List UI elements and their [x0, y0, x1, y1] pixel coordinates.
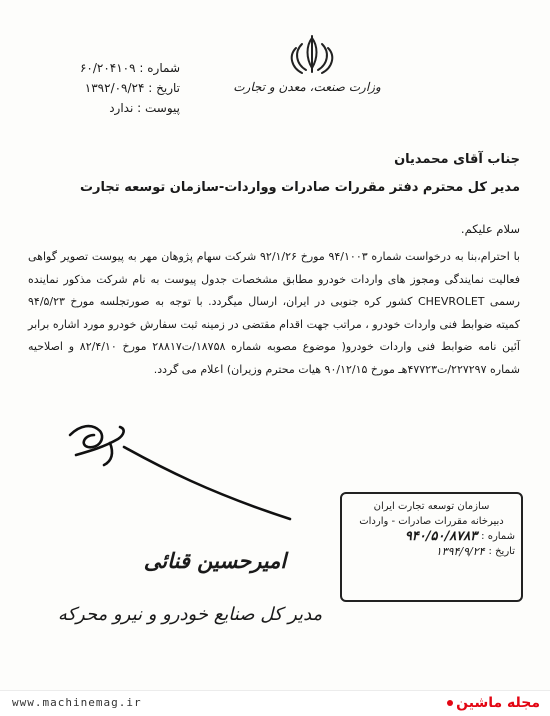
letter-number-value: ۶۰/۲۰۴۱۰۹ [79, 61, 136, 75]
stamp-org: سازمان توسعه تجارت ایران [373, 501, 490, 512]
stamp-office: دبیرخانه مقررات صادرات - واردات [359, 516, 504, 527]
letter-body: با احترام،بنا به درخواست شماره ۹۴/۱۰۰۳ مورخ ۹۲/۱/۲۶ شرکت سهام پژوهان مهر به پیوست تصویر گواهی فعالیت نمایندگی ومجوز های واردات خودرو مطابق مشخصات جدول پیوست به نام شرکت مذکور نماینده رسمی CHEVROLET کشور کره جنوبی در ایران، ارسال میگردد. با توجه به صورتجلسه مورخ ۹۴/۵/۲۳ کمیته ضوابط فنی واردات خودرو ، مراتب جهت اقدام مقتضی در زمینه ثبت سفارش خودرو مورد اشاره برابر آئین نامه ضوابط فنی واردات خودرو( موضوع مصوبه شماره ۱۸۷۵۸/ت۲۸۸۱۷ مورخ ۸۲/۴/۱۰ و اصلاحیه شماره ۲۲۷۲۹۷/ت۴۷۷۲۳هـ مورخ ۹۰/۱۲/۱۵ هیات محترم وزیران) اعلام می گردد. [28, 250, 520, 376]
logo-text: مجله ماشین [456, 695, 540, 711]
letter-attachment [30, 98, 180, 118]
greeting: سلام علیکم. [460, 222, 520, 236]
signatory-name: امیرحسین قنائی [143, 548, 287, 573]
recipient-name: جناب آقای محمدیان [394, 152, 520, 167]
magazine-logo[interactable] [447, 693, 540, 713]
stamp-number-label: شماره : [481, 531, 515, 542]
received-stamp [340, 492, 523, 602]
stamp-date-value: ۱۳۹۴/۹/۲۴ [435, 545, 485, 558]
signatory-title: مدیر کل صنایع خودرو و نیرو محرکه [57, 604, 323, 625]
letter-number-label: شماره : [139, 61, 180, 75]
website-link[interactable]: www.machinemag.ir [12, 696, 142, 709]
recipient-block [30, 146, 520, 202]
ministry-name: وزارت صنعت، معدن و تجارت [233, 80, 381, 94]
logo-dot-icon [447, 700, 453, 706]
letter-attachment-label: پیوست : [137, 101, 180, 115]
stamp-number-value: ۹۴۰/۵۰/۸۷۸۳ [404, 529, 478, 544]
letter-date-label: تاریخ : [148, 81, 180, 95]
letter-number [30, 58, 180, 78]
watermark-footer [0, 690, 550, 716]
recipient-title: مدیر کل محترم دفتر مقررات صادرات وواردات-سازمان توسعه تجارت [79, 180, 520, 195]
stamp-date-row [348, 544, 515, 559]
letter-attachment-value: ندارد [109, 101, 134, 115]
stamp-number-row [348, 529, 515, 544]
letter-date-value: ۱۳۹۲/۰۹/۲۴ [84, 81, 145, 95]
stamp-date-label: تاریخ : [488, 546, 515, 557]
letter-meta [30, 58, 180, 118]
letter-date [30, 78, 180, 98]
handwritten-note [40, 395, 330, 525]
iran-emblem-icon [280, 34, 344, 76]
